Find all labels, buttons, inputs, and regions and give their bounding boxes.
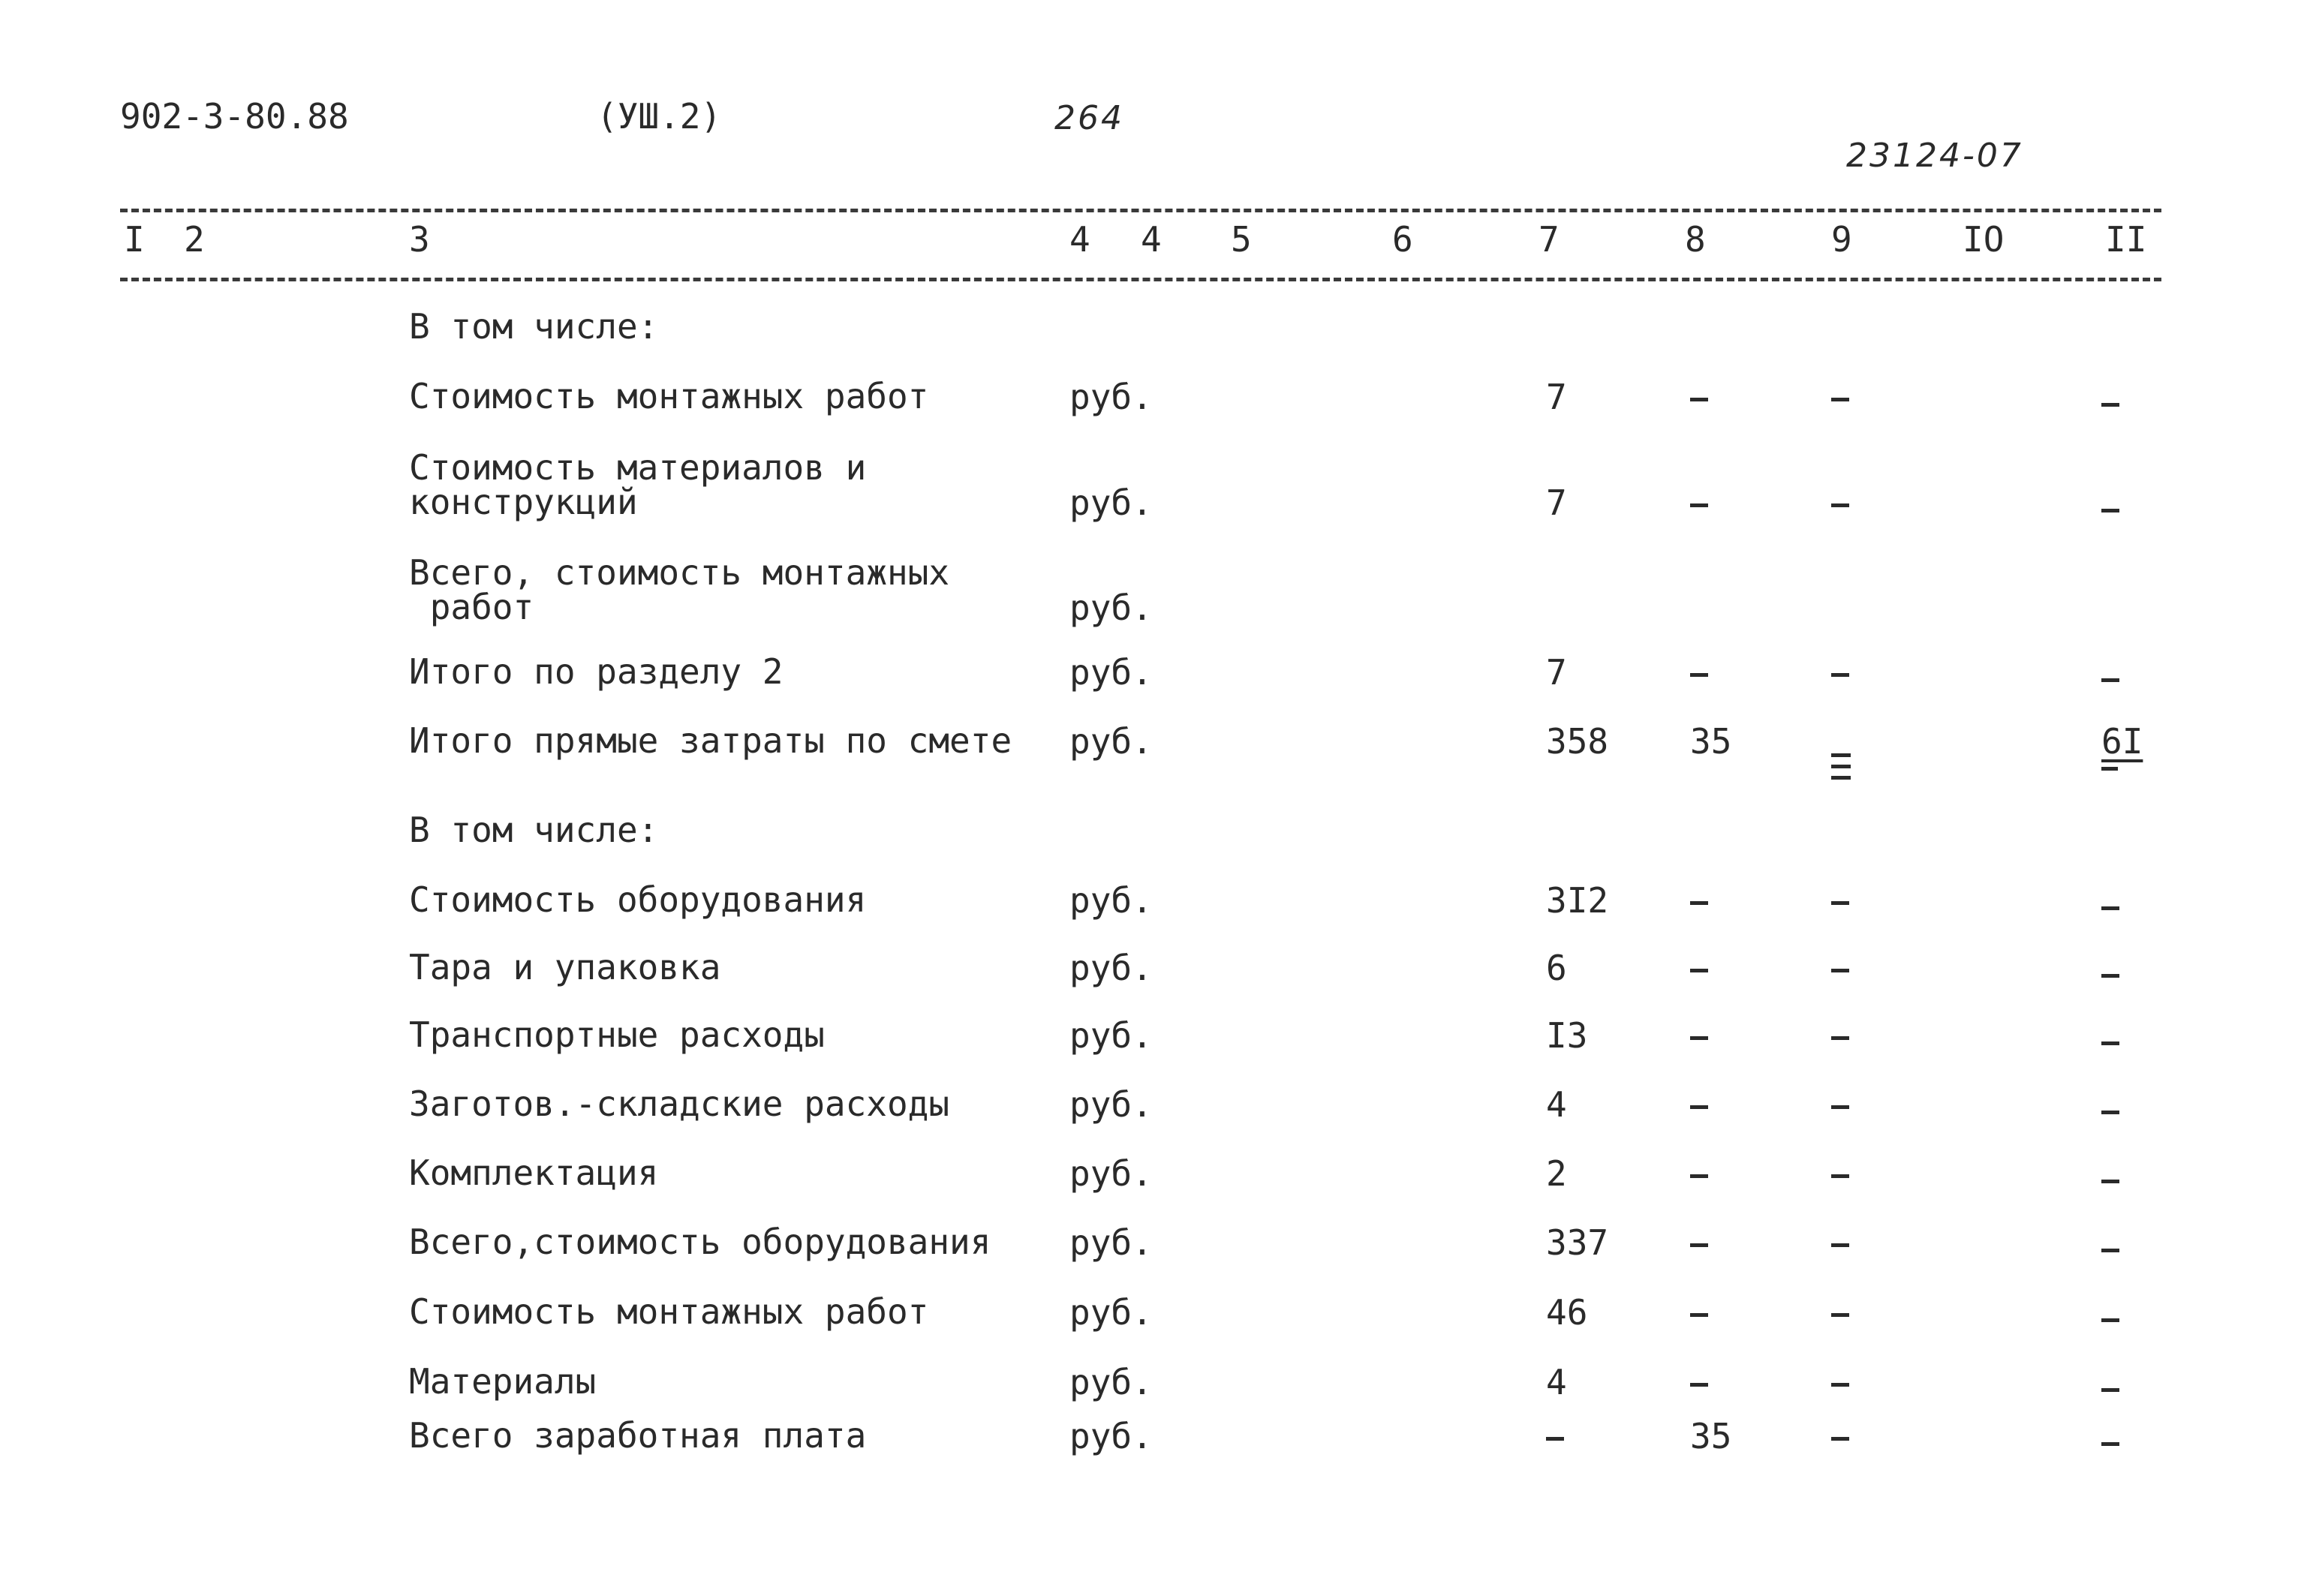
dash-mark	[1831, 1243, 1849, 1247]
dash-mark	[1831, 398, 1849, 401]
value-col-9	[1831, 753, 1851, 789]
triple-dash-mark	[1831, 753, 1851, 787]
row-unit: руб.	[1069, 1222, 1153, 1263]
dash-mark	[1831, 901, 1849, 905]
value-col-9	[1831, 1156, 1849, 1192]
row-label: Стоимость материалов и конструкций	[409, 447, 867, 522]
value-col-7: 2	[1546, 1153, 1567, 1194]
header-rule-bottom	[120, 278, 2161, 281]
value-col-11	[2101, 1294, 2119, 1330]
dash-mark	[1690, 1243, 1708, 1247]
dash-mark	[1831, 1313, 1849, 1317]
dash-mark	[1690, 398, 1708, 401]
value-col-7: 3I2	[1546, 880, 1609, 921]
dash-mark	[2101, 906, 2119, 910]
row-unit: руб.	[1069, 1015, 1153, 1056]
row-unit: руб.	[1069, 377, 1153, 417]
row-label: Всего, стоимость монтажных работ	[409, 552, 950, 627]
column-number-6: 6	[1392, 219, 1413, 260]
dash-mark	[1546, 1437, 1564, 1441]
dash-mark	[2101, 1180, 2119, 1183]
dash-mark	[1831, 1383, 1849, 1387]
column-number-10: IO	[1963, 219, 2005, 260]
row-label: Всего,стоимость оборудования	[409, 1222, 991, 1262]
row-label: Материалы	[409, 1361, 597, 1402]
row-label: В том числе:	[409, 810, 659, 850]
row-unit: руб.	[1069, 588, 1153, 628]
value-col-8	[1690, 654, 1708, 690]
dash-mark	[2101, 1442, 2119, 1446]
dash-mark	[2101, 509, 2119, 512]
value-col-11	[2101, 1017, 2119, 1053]
value-col-9	[1831, 1364, 1849, 1400]
value-col-11	[2101, 1418, 2119, 1454]
dash-mark	[1690, 1036, 1708, 1040]
value-col-11	[2101, 485, 2119, 521]
column-number-2: 2	[184, 219, 205, 260]
dash-mark	[1690, 901, 1708, 905]
value-col-7: 7	[1546, 482, 1567, 523]
row-label: Итого прямые затраты по смете	[409, 720, 1012, 761]
column-number-3: 3	[409, 219, 430, 260]
row-unit: руб.	[1069, 1292, 1153, 1333]
column-number-11: II	[2105, 219, 2147, 260]
page-number: 264	[1054, 99, 1124, 137]
row-label: Всего заработная плата	[409, 1415, 867, 1456]
value-col-11	[2101, 654, 2119, 690]
value-col-11: 6I	[2101, 723, 2143, 771]
value-col-8	[1690, 1087, 1708, 1123]
column-number-5: 5	[1231, 219, 1252, 260]
row-label: Тара и упаковка	[409, 947, 721, 987]
value-col-8	[1690, 1225, 1708, 1261]
dash-mark	[2101, 1111, 2119, 1114]
column-number-4b: 4	[1141, 219, 1162, 260]
column-number-9: 9	[1831, 219, 1852, 260]
value-col-9	[1831, 1225, 1849, 1261]
row-unit: руб.	[1069, 652, 1153, 693]
row-label: Итого по разделу 2	[409, 651, 784, 692]
row-unit: руб.	[1069, 482, 1153, 523]
value-col-11	[2101, 950, 2119, 986]
dash-mark	[1690, 1174, 1708, 1178]
dash-mark	[1690, 1383, 1708, 1387]
value-col-11	[2101, 1364, 2119, 1400]
value-col-9	[1831, 1017, 1849, 1053]
value-col-7: 337	[1546, 1222, 1609, 1263]
value-col-11	[2101, 379, 2119, 415]
dash-mark	[1831, 673, 1849, 677]
row-unit: руб.	[1069, 721, 1153, 762]
dash-mark	[1831, 503, 1849, 507]
value-col-11	[2101, 1225, 2119, 1261]
column-number-7: 7	[1539, 219, 1560, 260]
dash-mark	[1690, 1313, 1708, 1317]
column-number-1: I	[124, 219, 145, 260]
stamp-number: 23124-07	[1846, 137, 2023, 175]
value-col-8: 35	[1690, 1416, 1732, 1456]
document-code: 902-3-80.88	[120, 96, 349, 137]
dash-mark	[1831, 1437, 1849, 1441]
value-col-7	[1546, 1418, 1564, 1454]
row-unit: руб.	[1069, 1416, 1153, 1456]
row-unit: руб.	[1069, 948, 1153, 988]
value-col-8	[1690, 379, 1708, 415]
row-unit: руб.	[1069, 1084, 1153, 1125]
value-col-7: 4	[1546, 1362, 1567, 1402]
dash-mark	[1690, 969, 1708, 972]
value-col-9	[1831, 1087, 1849, 1123]
dash-mark	[2101, 1041, 2119, 1045]
value-col-9	[1831, 1418, 1849, 1454]
value-col-9	[1831, 485, 1849, 521]
row-label: В том числе:	[409, 306, 659, 347]
value-col-7: 7	[1546, 652, 1567, 693]
row-label: Стоимость монтажных работ	[409, 1291, 929, 1332]
dash-mark	[1831, 1174, 1849, 1178]
value-col-8	[1690, 950, 1708, 986]
value-col-8	[1690, 1294, 1708, 1330]
dash-mark	[1690, 503, 1708, 507]
row-unit: руб.	[1069, 1362, 1153, 1402]
column-number-4: 4	[1069, 219, 1090, 260]
value-col-7: 6	[1546, 948, 1567, 988]
column-number-8: 8	[1685, 219, 1706, 260]
row-unit: руб.	[1069, 1153, 1153, 1194]
dash-mark	[1831, 969, 1849, 972]
dash-mark	[1690, 673, 1708, 677]
value-col-8	[1690, 485, 1708, 521]
value-col-11	[2101, 882, 2119, 918]
value-col-9	[1831, 1294, 1849, 1330]
dash-mark	[2101, 767, 2118, 771]
value-col-7: I3	[1546, 1015, 1588, 1056]
dash-mark	[2101, 403, 2119, 407]
dash-mark	[2101, 1388, 2119, 1392]
value-col-9	[1831, 654, 1849, 690]
row-label: Заготов.-складские расходы	[409, 1084, 950, 1124]
dash-mark	[2101, 1249, 2119, 1252]
value-col-7: 4	[1546, 1084, 1567, 1125]
value-col-7: 358	[1546, 721, 1609, 762]
row-unit: руб.	[1069, 880, 1153, 921]
dash-mark	[2101, 974, 2119, 978]
value-col-7: 46	[1546, 1292, 1588, 1333]
dash-mark	[2101, 678, 2119, 682]
value-col-11	[2101, 1087, 2119, 1123]
value-col-9	[1831, 882, 1849, 918]
value-col-8	[1690, 1156, 1708, 1192]
header-rule-top	[120, 209, 2161, 212]
row-label: Транспортные расходы	[409, 1014, 825, 1055]
row-label: Комплектация	[409, 1153, 659, 1193]
value-col-9	[1831, 379, 1849, 415]
dash-mark	[1690, 1105, 1708, 1109]
row-label: Стоимость оборудования	[409, 879, 867, 920]
value-col-9	[1831, 950, 1849, 986]
value-col-7: 7	[1546, 377, 1567, 417]
value-col-8	[1690, 1364, 1708, 1400]
value-col-8	[1690, 1017, 1708, 1053]
section-code: (УШ.2)	[597, 96, 722, 137]
dash-mark	[1831, 1105, 1849, 1109]
value-col-11	[2101, 1156, 2119, 1192]
dash-mark	[2101, 1318, 2119, 1322]
row-label: Стоимость монтажных работ	[409, 376, 929, 416]
value-col-8	[1690, 882, 1708, 918]
dash-mark	[1831, 1036, 1849, 1040]
value-col-8: 35	[1690, 721, 1732, 762]
